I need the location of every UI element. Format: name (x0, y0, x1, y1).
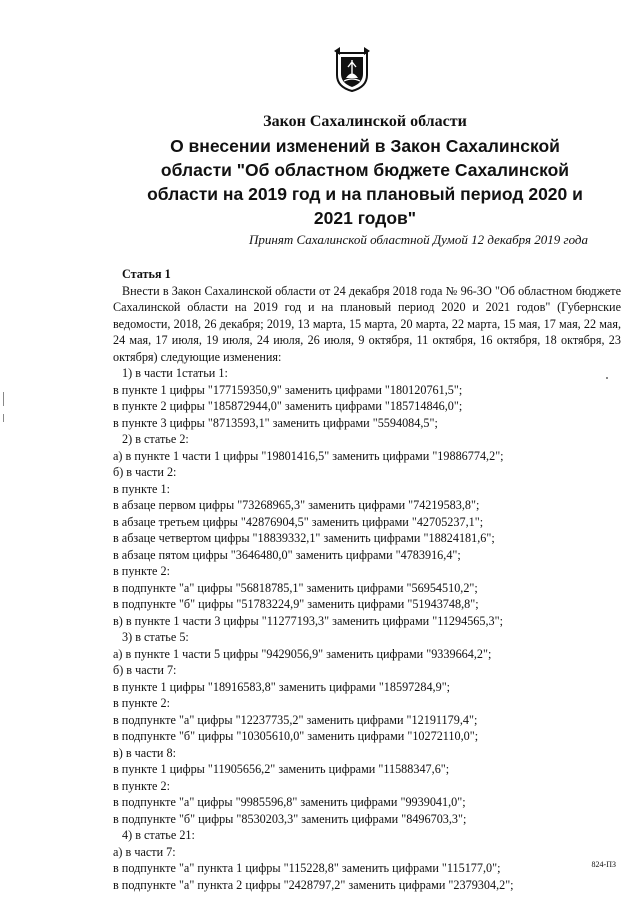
amendment-line: в подпункте "а" цифры "56818785,1" заменить цифрами "56954510,2"; (113, 580, 478, 595)
law-subtitle-line: области "Об областном бюджете Сахалинской (160, 160, 570, 180)
amendment-line: 3) в статье 5: (122, 630, 189, 644)
amendment-line: в подпункте "б" цифры "10305610,0" заменить цифрами "10272110,0"; (113, 729, 479, 743)
scan-mark (3, 414, 4, 422)
amendment-line: а) в части 7: (113, 844, 176, 859)
amendment-line: в пункте 1: (113, 481, 170, 496)
amendment-line: 2) в статье 2: (122, 432, 189, 446)
amendment-line: в пункте 2: (113, 696, 170, 710)
amendment-line: в пункте 1 цифры "11905656,2" заменить цифрами "11588347,6"; (113, 762, 450, 776)
amendment-line: в подпункте "б" цифры "8530203,3" заменить цифрами "8496703,3"; (113, 811, 467, 826)
amendment-line: 1) в части 1статьи 1: (122, 366, 228, 380)
amendment-line: 4) в статье 21: (122, 828, 195, 842)
amendment-line: в абзаце четвертом цифры "18839332,1" заменить цифрами "18824181,6"; (113, 531, 495, 545)
amendment-line: в подпункте "а" пункта 1 цифры "115228,8" заменить цифрами "115177,0"; (113, 861, 501, 875)
amendment-line: в подпункте "а" цифры "12237735,2" заменить цифрами "12191179,4"; (113, 712, 478, 727)
amendment-line: в пункте 1 цифры "177159350,9" заменить цифрами "180120761,5"; (113, 382, 463, 397)
amendment-line: а) в пункте 1 части 5 цифры "9429056,9" заменить цифрами "9339664,2"; (113, 646, 492, 661)
law-subtitle-line: 2021 годов" (313, 208, 417, 228)
amendment-line: в) в пункте 1 части 3 цифры "11277193,3" заменить цифрами "11294565,3"; (113, 613, 503, 628)
law-title: Закон Сахалинской области (263, 113, 467, 130)
page-code: 824-ПЗ (591, 860, 616, 869)
accepted-date: Принят Сахалинской областной Думой 12 декабря 2019 года (249, 232, 588, 247)
sakhalin-coat-of-arms-icon (332, 47, 372, 93)
amendment-line: в подпункте "а" цифры "9985596,8" заменить цифрами "9939041,0"; (113, 795, 466, 809)
article-body (113, 266, 621, 893)
amendment-line: в абзаце пятом цифры "3646480,0" заменить цифрами "4783916,4"; (113, 547, 461, 562)
amendment-line: в) в части 8: (113, 745, 176, 760)
amendment-line: в абзаце первом цифры "73268965,3" заменить цифрами "74219583,8"; (113, 498, 480, 512)
law-subtitle-line: области на 2019 год и на плановый период 2020 и (147, 184, 583, 204)
amendment-line: а) в пункте 1 части 1 цифры "19801416,5" заменить цифрами "19886774,2"; (113, 448, 504, 463)
article-heading: Статья 1 (122, 267, 171, 281)
amendment-line: в пункте 2: (113, 564, 170, 578)
amendment-line: в пункте 2: (113, 778, 170, 793)
amendment-line: в абзаце третьем цифры "42876904,5" заменить цифрами "42705237,1"; (113, 514, 484, 529)
amendment-line: в пункте 1 цифры "18916583,8" заменить цифрами "18597284,9"; (113, 679, 451, 694)
amendment-list (113, 365, 621, 893)
amendment-line: б) в части 2: (113, 465, 177, 479)
amendment-line: в подпункте "а" пункта 2 цифры "2428797,2" заменить цифрами "2379304,2"; (113, 877, 514, 892)
amendment-line: в пункте 2 цифры "185872944,0" заменить цифрами "185714846,0"; (113, 399, 463, 413)
article-intro: Внести в Закон Сахалинской области от 24 декабря 2018 года № 96-ЗО "Об областном бюджете Сахалинской области на 2019 год и на плановый период 2020 и 2021 годов" (Губернские ведомости, 2018, 26 декабря; 2019, 13 марта, 15 марта, 20 марта, 22 марта, 15 мая, 17 мая, 22 мая, 24 мая, 17 июля, 19 июля, 24 июля, 26 июля, 9 октября, 11 октября, 16 октября, 18 октября, 23 октября) следующие изменения: (113, 283, 621, 364)
amendment-line: б) в части 7: (113, 663, 177, 677)
scan-dot (606, 377, 608, 379)
scan-mark (3, 392, 4, 406)
amendment-line: в пункте 3 цифры "8713593,1" заменить цифрами "5594084,5"; (113, 415, 438, 430)
law-subtitle-line: О внесении изменений в Закон Сахалинской (170, 136, 560, 156)
amendment-line: в подпункте "б" цифры "51783224,9" заменить цифрами "51943748,8"; (113, 597, 479, 611)
